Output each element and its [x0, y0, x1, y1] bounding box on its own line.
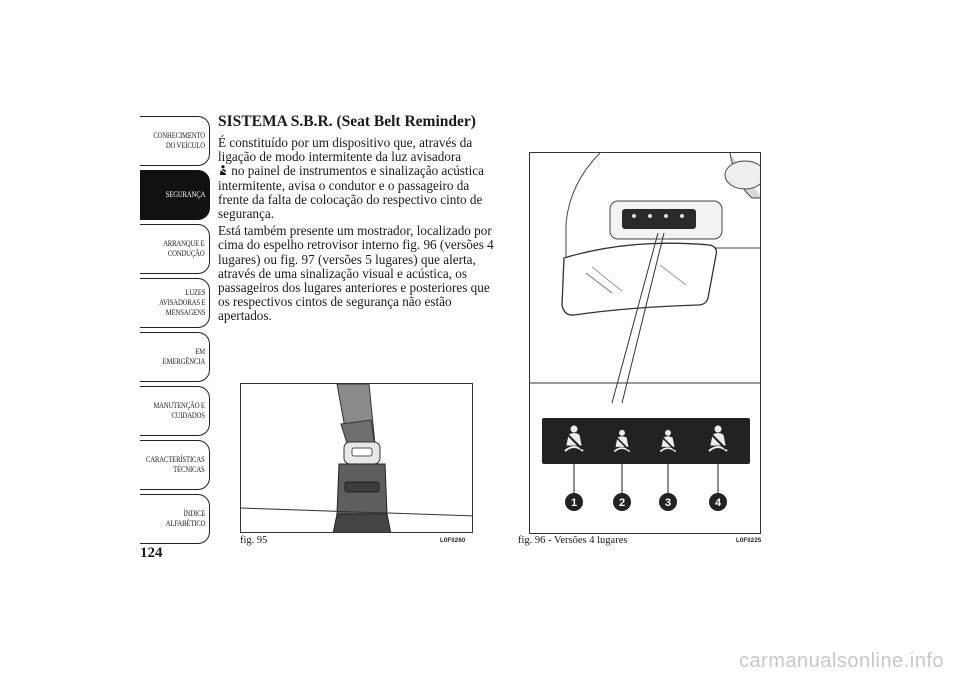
figure-95-caption: fig. 95 [240, 535, 268, 546]
figure-96-seatbelt-display [529, 152, 761, 534]
callout-4: 4 [714, 497, 722, 509]
paragraph-1 [218, 136, 503, 221]
tab-label: SEGURANÇA [165, 190, 205, 199]
tab-label: MANUTENÇÃO E CUIDADOS [153, 401, 205, 420]
tab-seguranca[interactable] [140, 170, 210, 220]
tab-label: CONHECIMENTO DO VEÍCULO [153, 131, 205, 150]
tab-luzes-avisadoras[interactable] [140, 278, 210, 328]
paragraph-1-start: É constituído por um dispositivo que, através da ligação de modo intermitente da luz avisadora [218, 135, 473, 165]
tab-conhecimento-do-veiculo[interactable] [140, 116, 210, 166]
tab-em-emergencia[interactable] [140, 332, 210, 382]
section-title: SISTEMA S.B.R. (Seat Belt Reminder) [218, 113, 476, 130]
tab-manutencao-e-cuidados[interactable] [140, 386, 210, 436]
tab-label: ÍNDICE ALFABÉTICO [165, 509, 205, 528]
paragraph-1-end: no painel de instrumentos e sinalização acústica intermitente, avisa o condutor e o passageiro da frente da falta de colocação do respectivo cinto de segurança. [218, 163, 484, 222]
section-body [218, 136, 503, 327]
callout-3: 3 [664, 497, 672, 509]
page-number: 124 [140, 545, 163, 561]
callout-2: 2 [618, 497, 626, 509]
tab-caracteristicas-tecnicas[interactable] [140, 440, 210, 490]
seatbelt-buckle-illustration [241, 384, 473, 533]
tab-indice-alfabetico[interactable] [140, 494, 210, 544]
figure-96-caption: fig. 96 - Versões 4 lugares [518, 535, 628, 546]
tab-label: EM EMERGÊNCIA [162, 347, 205, 366]
callout-1: 1 [570, 497, 578, 509]
seatbelt-warning-icon [218, 165, 228, 176]
overhead-display-illustration [530, 153, 761, 534]
tab-label: ARRANQUE E CONDUÇÃO [163, 239, 205, 258]
watermark: carmanualsonline.info [738, 650, 944, 672]
tab-label: CARACTERÍSTICAS TÉCNICAS [146, 455, 205, 474]
figure-96-code: L0F0225 [736, 538, 762, 544]
figure-95-code: L0F0260 [440, 538, 466, 544]
tab-arranque-e-conducao[interactable] [140, 224, 210, 274]
figure-95-seatbelt-buckle [240, 383, 473, 533]
tab-label: LUZES AVISADORAS E MENSAGENS [158, 288, 205, 317]
paragraph-2: Está também presente um mostrador, localizado por cima do espelho retrovisor interno fig. 96 (versões 4 lugares) ou fig. 97 (versões 5 lugares) que alerta, através de uma sinalização visual e acústica, os passageiros dos lugares anteriores e posteriores que os respectivos cintos de segurança não estão apertados. [218, 223, 494, 324]
